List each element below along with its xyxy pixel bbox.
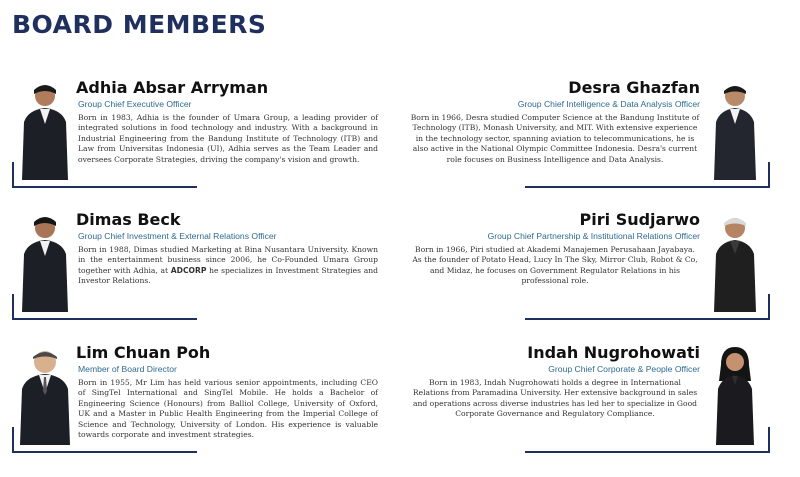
accent-bar [12, 186, 197, 188]
member-name: Adhia Absar Arryman [76, 78, 269, 97]
accent-bar [525, 186, 770, 188]
page-title: BOARD MEMBERS [12, 10, 267, 39]
accent-tick [12, 294, 14, 320]
person-portrait-icon [706, 80, 764, 180]
member-bio: Born in 1983, Adhia is the founder of Umara Group, a leading provider of integrated solutions in food technology and industry. With a background in Industrial Engineering from the Bandung Institute of Technology (ITB) and Law from Universitas Indonesia (UI), Adhia serves as the Team Leader and oversees Corporate Strategies, driving the company's vision and growth. [78, 113, 378, 164]
member-name: Dimas Beck [76, 210, 181, 229]
member-name: Lim Chuan Poh [76, 343, 211, 362]
member-bio: Born in 1966, Piri studied at Akademi Manajemen Perusahaan Jayabaya. As the founder of Potato Head, Lucy In The Sky, Mirror Club, Robot & Co, and Midaz, he focuses on Government Regulator Relations in his professional role. [412, 245, 698, 286]
member-name: Piri Sudjarwo [579, 210, 700, 229]
accent-bar [525, 318, 770, 320]
person-portrait-icon [706, 345, 764, 445]
member-role: Group Chief Investment & External Relations Officer [78, 231, 277, 241]
person-portrait-icon [16, 345, 74, 445]
member-bio: Born in 1955, Mr Lim has held various senior appointments, including CEO of SingTel International and SingTel Mobile. He holds a Bachelor of Engineering Science (Honours) from Balliol College, University of Oxford, UK and a Master in Public Health Engineering from the Imperial College of Science and Technology, University of London. His experience is valuable towards corporate and investment strategies. [78, 378, 378, 440]
accent-tick [768, 294, 770, 320]
board-member-card [12, 210, 380, 320]
member-role: Member of Board Director [78, 364, 177, 374]
accent-tick [12, 427, 14, 453]
member-role: Group Chief Partnership & Institutional Relations Officer [487, 231, 700, 241]
member-role: Group Chief Corporate & People Officer [548, 364, 700, 374]
accent-bar [12, 318, 197, 320]
board-member-card [402, 78, 770, 188]
member-bio [78, 245, 378, 287]
person-portrait-icon [16, 212, 74, 312]
board-member-card [12, 343, 380, 453]
person-portrait-icon [16, 80, 74, 180]
board-member-card [402, 210, 770, 320]
board-member-card [12, 78, 380, 188]
adcorp-brand: ADCORP [170, 265, 207, 275]
member-role: Group Chief Executive Officer [78, 99, 192, 109]
accent-tick [768, 427, 770, 453]
member-role: Group Chief Intelligence & Data Analysis Officer [517, 99, 700, 109]
member-bio: Born in 1983, Indah Nugrohowati holds a degree in International Relations from Paramadina University. Her extensive background in sales and operations across diverse industries has led her to specialize in Good Corporate Governance and Regulatory Compliance. [412, 378, 698, 419]
member-bio-text: Born in 1988, Dimas studied Marketing at Bina Nusantara University. Known in the entertainment business since 2006, he Co-Founded Umara Group together with Adhia, at [78, 245, 378, 275]
member-name: Indah Nugrohowati [527, 343, 700, 362]
accent-tick [768, 162, 770, 188]
accent-bar [12, 451, 197, 453]
accent-tick [12, 162, 14, 188]
person-portrait-icon [706, 212, 764, 312]
member-name: Desra Ghazfan [568, 78, 700, 97]
board-member-card [402, 343, 770, 453]
member-bio-text: he specializes in Investment Strategies and Investor Relations. [78, 265, 378, 286]
accent-bar [525, 451, 770, 453]
member-bio: Born in 1966, Desra studied Computer Science at the Bandung Institute of Technology (ITB), Monash University, and MIT. With extensive experience in the technology sector, spanning aviation to telecommunications, he is also active in the National Olympic Committee Indonesia. Desra's current role focuses on Business Intelligence and Data Analysis. [410, 113, 700, 164]
